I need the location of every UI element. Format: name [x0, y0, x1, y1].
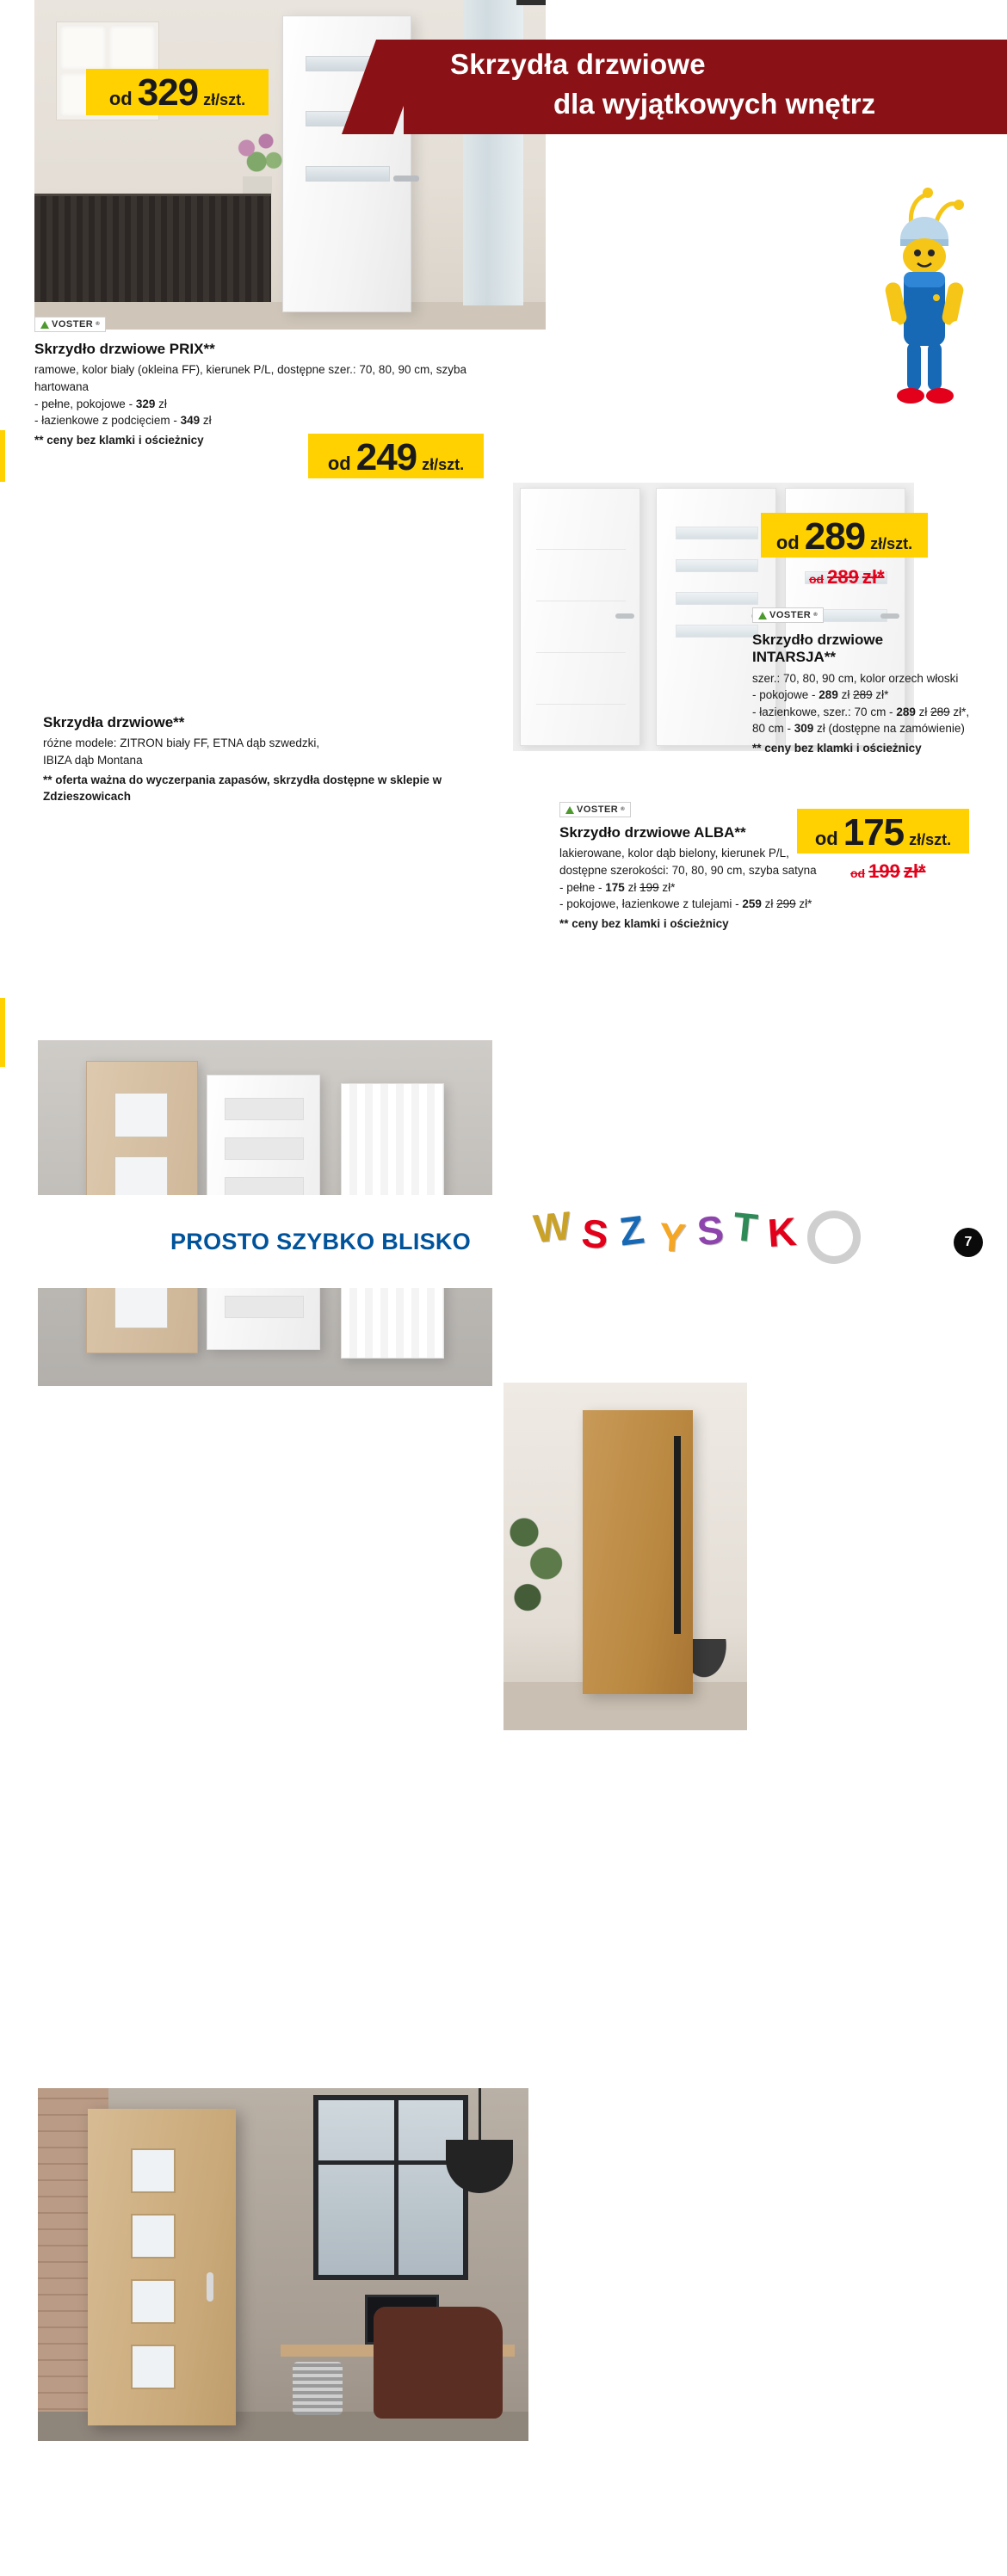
voster-triangle-icon: [40, 321, 49, 329]
price-unit: zł/szt.: [203, 91, 246, 108]
old-price-unit: zł*: [903, 860, 926, 882]
voster-logo: [34, 317, 106, 332]
alba-bullet-2-pre: - pokojowe, łazienkowe z tulejami -: [559, 897, 743, 911]
intarsja-bullet-1-pre: - pokojowe -: [752, 688, 819, 702]
intarsja-bullet-2-old: 289: [930, 705, 950, 718]
ceiling-lamp: [516, 0, 546, 34]
alba-bullet-2-price: 259: [742, 897, 762, 911]
white-door-1: [520, 488, 640, 746]
office-room-photo: [38, 2088, 528, 2441]
price-tag-intarsja: [761, 513, 928, 558]
wordmark-letter-t: T: [731, 1203, 760, 1251]
prix-bullet-1-pre: - pełne, pokojowe -: [34, 397, 136, 410]
prix-desc-line-1: ramowe, kolor biały (okleina FF), kierunek P/L, dostępne szer.: 70, 80, 90 cm, szyba hartowana: [34, 363, 466, 393]
old-price-value: 199: [868, 860, 900, 882]
voster-registered-mark: ®: [96, 322, 101, 327]
page-number: 7: [954, 1228, 983, 1257]
alba-bullet-2-old: 299: [776, 897, 796, 911]
intarsja-bullet-2: [752, 704, 1002, 721]
door-handle-icon: [207, 2272, 213, 2302]
prix-bullet-2-post: zł: [200, 414, 212, 428]
voster-logo-text: VOSTER: [52, 319, 94, 330]
intarsja-title-line-2: INTARSJA**: [752, 649, 836, 666]
prix-bullet-2: [34, 412, 516, 429]
alba-bullet-2: [559, 896, 843, 913]
lamp-cord: [479, 2088, 481, 2142]
price-prefix: od: [108, 88, 133, 109]
wordmark-letter-s2: S: [695, 1206, 726, 1254]
wordmark-letter-y: Y: [658, 1213, 688, 1261]
alba-bullet-2-mid: zł: [761, 897, 777, 911]
prix-product-block: [34, 341, 516, 448]
intarsja-room-photo: [504, 1383, 747, 1730]
voster-registered-mark: ®: [621, 807, 626, 812]
intarsja-desc-line-1: szer.: 70, 80, 90 cm, kolor orzech włoski: [752, 671, 959, 685]
intarsja-bullet-3-price: 309: [794, 722, 814, 736]
door-handle-icon: [393, 176, 419, 182]
zitron-footnote: ** oferta ważna do wyczerpania zapasów, skrzydła dostępne w sklepie w Zdzieszowicach: [43, 773, 442, 804]
footer-slogan: PROSTO SZYBKO BLISKO: [170, 1229, 472, 1254]
voster-triangle-icon: [758, 612, 767, 619]
plant-decor: [504, 1486, 572, 1641]
wordmark-letter-k: K: [766, 1208, 799, 1256]
price-unit: zł/szt.: [870, 535, 913, 552]
wordmark-letter-s: S: [579, 1210, 610, 1258]
prix-bullet-1-price: 329: [135, 397, 156, 410]
voster-triangle-icon: [565, 806, 574, 814]
prix-bullet-1-post: zł: [155, 397, 167, 410]
old-price-intarsja: [809, 566, 885, 589]
wordmark-letter-o-ring: [807, 1211, 861, 1264]
alba-door-photo: [88, 2109, 236, 2425]
price-value: 249: [355, 436, 417, 478]
alba-desc-line-1: lakierowane, kolor dąb bielony, kierunek P/L,: [559, 847, 789, 860]
wszystko-wordmark: [531, 1202, 895, 1271]
intarsja-bullet-1: [752, 687, 1002, 704]
page-edge-stripe: [0, 430, 5, 482]
header-banner: [404, 40, 1007, 134]
price-value: 329: [137, 71, 199, 114]
intarsja-bullet-2-post: zł*,: [949, 705, 970, 718]
voster-logo: [752, 607, 824, 623]
intarsja-bullet-1-price: 289: [819, 688, 838, 702]
mascot-ant-character: [883, 182, 966, 428]
intarsja-brand-logo: [752, 607, 824, 624]
alba-product-block: [559, 824, 843, 932]
intarsja-bullet-3: [752, 720, 1002, 737]
voster-logo-text: VOSTER: [577, 804, 619, 815]
intarsja-bullet-3-pre: 80 cm -: [752, 722, 794, 736]
alba-footnote: ** ceny bez klamki i ościeżnicy: [559, 916, 729, 930]
sideboard-furniture: [34, 194, 271, 305]
intarsja-footnote: ** ceny bez klamki i ościeżnicy: [752, 742, 922, 755]
prix-title: Skrzydło drzwiowe PRIX**: [34, 341, 215, 357]
window: [313, 2095, 468, 2280]
wordmark-letter-z: Z: [616, 1206, 647, 1254]
old-price-alba: [850, 860, 926, 883]
old-price-unit: zł*: [862, 566, 885, 588]
prix-bullet-1: [34, 396, 516, 413]
alba-bullet-1-old: 199: [639, 880, 659, 894]
alba-bullet-2-post: zł*: [795, 897, 812, 911]
voster-logo-text: VOSTER: [769, 610, 812, 620]
alba-bullet-1-post: zł*: [658, 880, 676, 894]
alba-title: Skrzydło drzwiowe ALBA**: [559, 824, 746, 841]
alba-bullet-1-price: 175: [605, 880, 625, 894]
wordmark-letter-w: W: [531, 1202, 574, 1252]
intarsja-bullet-3-mid: zł (dostępne na zamówienie): [813, 722, 965, 736]
prix-bullet-2-price: 349: [180, 414, 201, 428]
intarsja-bullet-2-mid: zł: [915, 705, 931, 718]
price-value: 175: [843, 811, 905, 854]
intarsja-title-line-1: Skrzydło drzwiowe: [752, 632, 884, 648]
zitron-desc-line-2: IBIZA dąb Montana: [43, 753, 143, 767]
intarsja-bullet-1-post: zł*: [872, 688, 889, 702]
voster-registered-mark: ®: [813, 613, 819, 618]
prix-footnote-text: ** ceny bez klamki i ościeżnicy: [34, 433, 204, 447]
alba-brand-logo: [559, 802, 631, 818]
price-prefix: od: [814, 828, 838, 849]
prix-brand-logo: [34, 317, 106, 333]
alba-desc-line-2: dostępne szerokości: 70, 80, 90 cm, szyba satyna: [559, 863, 817, 877]
intarsja-bullet-1-old: 289: [853, 688, 873, 702]
alba-bullet-1: [559, 879, 843, 897]
price-unit: zł/szt.: [422, 456, 465, 473]
old-price-value: 289: [827, 566, 859, 588]
banner-line-2: dla wyjątkowych wnętrz: [553, 88, 876, 120]
voster-logo: [559, 802, 631, 817]
price-prefix: od: [327, 453, 351, 474]
intarsja-door-photo: [583, 1410, 693, 1694]
price-tag-prix: [86, 69, 269, 115]
price-unit: zł/szt.: [909, 831, 952, 848]
price-prefix: od: [775, 532, 800, 553]
old-price-prefix: od: [809, 572, 825, 586]
leather-armchair: [374, 2307, 503, 2419]
price-value: 289: [804, 515, 866, 558]
zitron-desc-line-1: różne modele: ZITRON biały FF, ETNA dąb szwedzki,: [43, 736, 320, 750]
alba-bullet-1-mid: zł: [624, 880, 640, 894]
intarsja-bullet-2-price: 289: [896, 705, 916, 718]
wire-basket: [293, 2362, 343, 2415]
intarsja-bullet-1-mid: zł: [837, 688, 854, 702]
price-tag-zitron: [308, 434, 484, 478]
intarsja-bullet-2-pre: - łazienkowe, szer.: 70 cm -: [752, 705, 897, 718]
prix-bullet-2-pre: - łazienkowe z podcięciem -: [34, 414, 181, 428]
door-inlay-stripe: [674, 1436, 681, 1634]
zitron-title: Skrzydła drzwiowe**: [43, 714, 185, 730]
alba-bullet-1-pre: - pełne -: [559, 880, 606, 894]
intarsja-product-block: [752, 632, 1002, 757]
old-price-prefix: od: [850, 866, 866, 880]
page-edge-stripe-2: [0, 998, 5, 1067]
zitron-product-block: [43, 714, 508, 805]
banner-line-1: Skrzydła drzwiowe: [450, 48, 706, 80]
